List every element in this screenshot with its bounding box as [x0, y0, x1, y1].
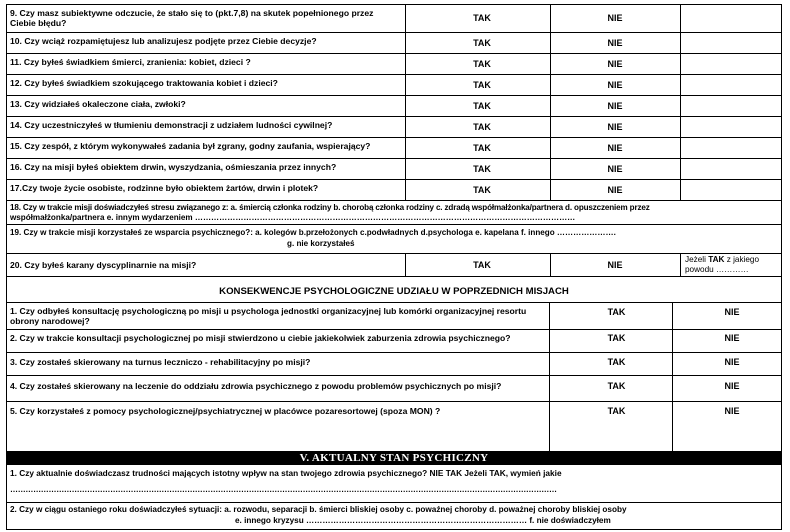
note-prefix: Jeżeli — [685, 255, 709, 264]
consequence-row-5 — [7, 402, 781, 452]
answer-no[interactable]: NIE — [607, 80, 623, 90]
question-text: 9. Czy masz subiektywne odczucie, że stało się to (pkt.7,8) na skutek popełnionego przez Ciebie błędu? — [10, 8, 374, 28]
consequence-row-1 — [7, 303, 781, 330]
question-text: 20. Czy byłeś karany dyscyplinarnie na misji? — [10, 260, 197, 270]
column-divider — [550, 180, 551, 200]
question-text: 13. Czy widziałeś okaleczone ciała, zwłoki? — [10, 99, 186, 109]
column-divider — [680, 254, 681, 276]
answer-no[interactable]: NIE — [607, 38, 623, 48]
question-text: 15. Czy zespół, z którym wykonywałeś zadania był zgrany, godny zaufania, wspierający? — [10, 141, 371, 151]
question-text: 17.Czy twoje życie osobiste, rodzinne było obiektem żartów, drwin i plotek? — [10, 183, 319, 193]
column-divider — [680, 75, 681, 95]
column-divider — [680, 5, 681, 32]
answer-yes[interactable]: TAK — [473, 122, 491, 132]
answer-yes[interactable]: TAK — [607, 307, 626, 317]
consequence-row-2 — [7, 330, 781, 353]
column-divider — [549, 353, 550, 375]
question-text-line2: g. nie korzystałeś — [287, 239, 355, 248]
column-divider — [550, 117, 551, 137]
answer-yes[interactable]: TAK — [607, 333, 626, 343]
section-title: KONSEKWENCJE PSYCHOLOGICZNE UDZIAŁU W POPRZEDNICH MISJACH — [219, 286, 569, 297]
column-divider — [549, 402, 550, 451]
column-divider — [680, 180, 681, 200]
answer-no[interactable]: NIE — [607, 185, 623, 195]
column-divider — [680, 159, 681, 179]
answer-no[interactable]: NIE — [724, 381, 740, 391]
question-text: 2. Czy w trakcie konsultacji psychologicznej po misji stwierdzono u ciebie jakiekolwiek zaburzenia zdrowia psychicznego? — [10, 333, 511, 343]
question-row-12 — [7, 75, 781, 96]
answer-yes[interactable]: TAK — [473, 59, 491, 69]
question-text: 10. Czy wciąż rozpamiętujesz lub analizujesz podjęte przez Ciebie decyzje? — [10, 36, 317, 46]
question-text: 3. Czy zostałeś skierowany na turnus leczniczo - rehabilitacyjny po misji? — [10, 357, 311, 367]
current-state-question-1 — [7, 465, 781, 503]
column-divider — [405, 138, 406, 158]
question-row-15 — [7, 138, 781, 159]
column-divider — [550, 33, 551, 53]
column-divider — [405, 75, 406, 95]
answer-yes[interactable]: TAK — [473, 164, 491, 174]
column-divider — [550, 254, 551, 276]
question-row-9 — [7, 5, 781, 33]
answer-yes[interactable]: TAK — [473, 38, 491, 48]
answer-yes[interactable]: TAK — [473, 13, 491, 23]
answer-no[interactable]: NIE — [607, 122, 623, 132]
section-consequences-header — [7, 277, 781, 303]
answer-no[interactable]: NIE — [724, 357, 740, 367]
column-divider — [405, 159, 406, 179]
column-divider — [405, 117, 406, 137]
question-row-19 — [7, 225, 781, 254]
answer-no[interactable]: NIE — [607, 164, 623, 174]
answer-yes[interactable]: TAK — [607, 381, 626, 391]
answer-no[interactable]: NIE — [724, 333, 740, 343]
answer-yes[interactable]: TAK — [473, 143, 491, 153]
answer-yes[interactable]: TAK — [473, 260, 491, 270]
question-text: 12. Czy byłeś świadkiem szokującego traktowania kobiet i dzieci? — [10, 78, 278, 88]
column-divider — [549, 303, 550, 329]
column-divider — [405, 54, 406, 74]
column-divider — [550, 159, 551, 179]
answer-dotted-line[interactable]: …………………………………………………………………………………………………………………………………………………………………………………………… — [10, 485, 557, 494]
column-divider — [405, 5, 406, 32]
question-text-line1: 18. Czy w trakcie misji doświadczyłeś stresu związanego z: a. śmiercią członka rodziny b. chorobą członka rodziny c. zdradą współmałżonka/partnera d. opuszczeniem przez — [10, 203, 650, 212]
questionnaire-form — [6, 4, 782, 530]
question-text: 5. Czy korzystałeś z pomocy psychologicznej/psychiatrycznej w placówce pozaresortowej (spoza MON) ? — [10, 406, 441, 416]
answer-no[interactable]: NIE — [607, 101, 623, 111]
column-divider — [405, 254, 406, 276]
answer-yes[interactable]: TAK — [473, 80, 491, 90]
answer-no[interactable]: NIE — [607, 260, 623, 270]
answer-no[interactable]: NIE — [607, 13, 623, 23]
answer-yes[interactable]: TAK — [473, 101, 491, 111]
question-row-13 — [7, 96, 781, 117]
column-divider — [680, 138, 681, 158]
column-divider — [680, 33, 681, 53]
column-divider — [405, 33, 406, 53]
answer-yes[interactable]: TAK — [607, 406, 626, 416]
question-row-16 — [7, 159, 781, 180]
question-text: 1. Czy odbyłeś konsultację psychologiczną po misji u psychologa jednostki organizacyjnej lub komórki organizacyjnej resortu obrony narodowej? — [10, 306, 527, 326]
column-divider — [550, 96, 551, 116]
answer-no[interactable]: NIE — [724, 307, 740, 317]
question-row-17 — [7, 180, 781, 201]
question-text: 14. Czy uczestniczyłeś w tłumieniu demonstracji z udziałem ludności cywilnej? — [10, 120, 333, 130]
question-text-line1: 1. Czy aktualnie doświadczasz trudności mających istotny wpływ na stan twojego zdrowia psychicznego? NIE TAK Jeżeli TAK, wymień jakie — [10, 468, 562, 478]
answer-yes[interactable]: TAK — [607, 357, 626, 367]
column-divider — [680, 96, 681, 116]
question-text-line2: współmałżonka/partnera e. innym wydarzeniem …………………………………………………………………………………………………………………………… — [10, 213, 576, 222]
answer-no[interactable]: NIE — [724, 406, 740, 416]
question-row-14 — [7, 117, 781, 138]
column-divider — [680, 117, 681, 137]
question-row-20 — [7, 254, 781, 277]
current-state-question-2 — [7, 503, 781, 529]
column-divider — [550, 5, 551, 32]
penalty-reason-note[interactable] — [685, 255, 779, 275]
question-row-18 — [7, 201, 781, 225]
note-suffix: z jakiego powodu ………… — [685, 255, 760, 274]
column-divider — [549, 376, 550, 401]
question-text: 16. Czy na misji byłeś obiektem drwin, wyszydzania, ośmieszania przez innych? — [10, 162, 337, 172]
question-text: 4. Czy zostałeś skierowany na leczenie do oddziału zdrowia psychicznego z powodu problemów psychicznych po misji? — [10, 381, 502, 391]
question-row-10 — [7, 33, 781, 54]
answer-no[interactable]: NIE — [607, 59, 623, 69]
consequence-row-3 — [7, 353, 781, 376]
question-text: 11. Czy byłeś świadkiem śmierci, zranienia: kobiet, dzieci ? — [10, 57, 251, 67]
column-divider — [550, 75, 551, 95]
column-divider — [550, 54, 551, 74]
question-row-11 — [7, 54, 781, 75]
question-text-line2: e. innego kryzysu ……………………………………………………………………… f. nie doświadczyłem — [235, 516, 611, 525]
question-text-line1: 19. Czy w trakcie misji korzystałeś ze wsparcia psychicznego?: a. kolegów b.przełożonych c.podwładnych d.psychologa e. kapelana f. innego …………………. — [10, 228, 616, 237]
column-divider — [405, 180, 406, 200]
section-current-state-banner: V. AKTUALNY STAN PSYCHICZNY — [7, 452, 781, 465]
answer-yes[interactable]: TAK — [473, 185, 491, 195]
column-divider — [549, 330, 550, 352]
column-divider — [680, 54, 681, 74]
column-divider — [405, 96, 406, 116]
question-text-line1: 2. Czy w ciągu ostaniego roku doświadczyłeś sytuacji: a. rozwodu, separacji b. śmierci bliskiej osoby c. powaźnej choroby d. poważnej choroby bliskiej osoby — [10, 505, 627, 514]
column-divider — [550, 138, 551, 158]
answer-no[interactable]: NIE — [607, 143, 623, 153]
note-tak: TAK — [708, 255, 725, 264]
consequence-row-4 — [7, 376, 781, 402]
